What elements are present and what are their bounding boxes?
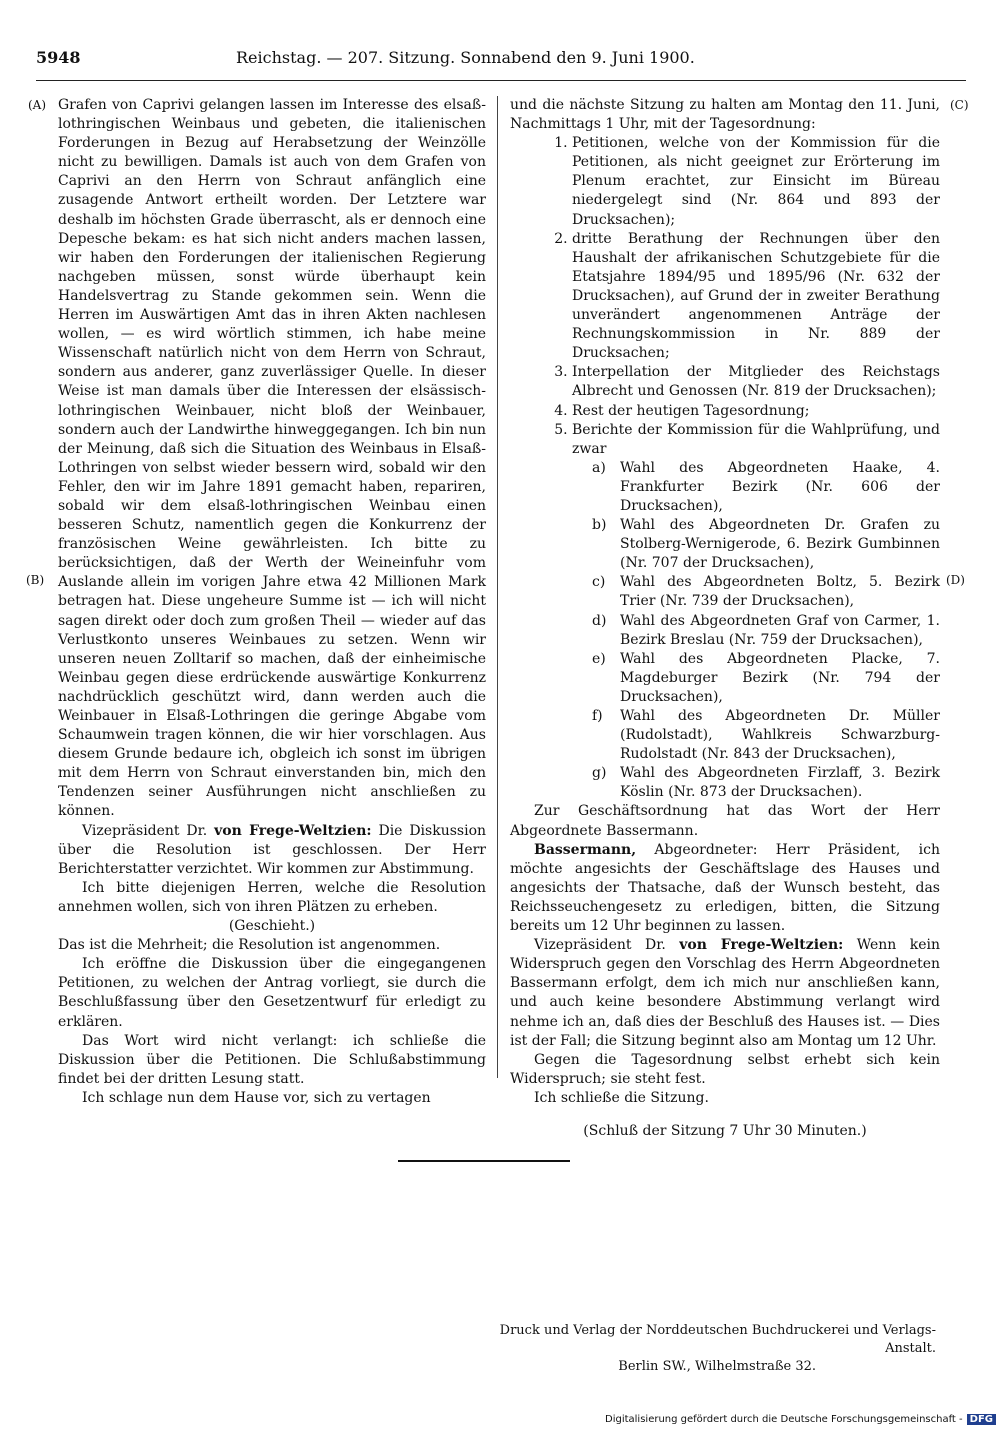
sub-text: Wahl des Abgeordneten Placke, 7. Magdeburger Bezirk (Nr. 794 der Drucksachen), [620,650,940,705]
speaker-title: Vizepräsident Dr. [82,822,208,839]
sub-letter: f) [592,708,603,724]
dfg-text: Digitalisierung gefördert durch die Deutsche Forschungsgemeinschaft - [605,1414,963,1425]
header-rule [36,80,966,81]
sub-text: Wahl des Abgeordneten Firzlaff, 3. Bezirk Köslin (Nr. 873 der Drucksachen). [620,765,940,801]
sub-letter: g) [592,765,607,782]
sub-item [592,516,940,573]
speech-text: Wenn kein Widerspruch gegen den Vorschlag des Herrn Abgeordneten Bassermann erfolgt, dem ich mich nur anschließen kann, und auch keine besondere Abstimmung verlangt wird nehme ich an, daß dies der Beschluß des Hauses ist. — Dies ist der Fall; die Sitzung beginnt also am Montag um 12 Uhr. [510,937,940,1049]
running-title: Reichstag. — 207. Sitzung. Sonnabend den 9. Juni 1900. [236,48,695,67]
column-divider [497,96,498,1078]
speech-text: Abgeordneter: Herr Präsident, ich möchte angesichts der Geschäftslage des Hauses und angesichts der Thatsache, daß der Wunsch besteht, das Reichsseuchengesetz zu erledigen, bitten, die Sitzung bereits um 12 Uhr beginnen zu lassen. [510,841,940,935]
session-end-note: (Schluß der Sitzung 7 Uhr 30 Minuten.) [583,1122,867,1139]
sub-letter: a) [592,459,606,476]
agenda-item: 2. dritte Berathung der Rechnungen über den Haushalt der afrikanischen Schutzgebiete für die Etatsjahre 1894/95 und 1895/96 (Nr. 632 der Drucksachen), auf Grund der in zweiter Berathung unverändert angenommenen Anträge der Rechnungskommission in Nr. 889 der Drucksachen; [572,230,940,364]
sub-letter: b) [592,517,607,534]
right-column [510,96,940,1141]
margin-label-c: (C) [950,98,969,112]
stage-direction: (Geschieht.) [228,918,316,935]
sub-letter: c) [592,574,606,591]
sub-item [592,612,940,650]
sub-text: Wahl des Abgeordneten Boltz, 5. Bezirk Trier (Nr. 739 der Drucksachen), [620,574,940,610]
agenda-item: 3. Interpellation der Mitglieder des Reichstags Albrecht und Genossen (Nr. 819 der Drucksachen); [572,363,940,401]
sub-item [592,764,940,802]
sub-letter: d) [592,612,607,629]
speaker-title: Vizepräsident Dr. [534,937,666,954]
sub-text: Wahl des Abgeordneten Dr. Grafen zu Stolberg-Wernigerode, 6. Bezirk Gumbinnen (Nr. 707 der Drucksachen), [620,517,940,572]
agenda-item: 4. Rest der heutigen Tagesordnung; [572,402,940,421]
imprint-line: Berlin SW., Wilhelmstraße 32. [618,1359,816,1374]
speaker-name: von Frege-Weltzien: [214,822,372,839]
paragraph [510,936,940,1051]
margin-label-d: (D) [946,573,965,587]
paragraph: Ich schlage nun dem Hause vor, sich zu vertagen [82,1089,431,1106]
dfg-logo-icon: DFG [967,1414,996,1425]
paragraph [510,841,940,936]
sub-item [592,459,940,516]
paragraph: Ich bitte diejenigen Herren, welche die Resolution annehmen wollen, sich von ihren Plätzen zu erheben. [58,879,486,915]
paragraph: Ich schließe die Sitzung. [534,1089,709,1106]
sub-letter: e) [592,650,606,667]
paragraph: Ich eröffne die Diskussion über die eingegangenen Petitionen, zu welchen der Antrag vorliegt, sie durch die Beschlußfassung über den Gesetzentwurf für erledigt zu erklären. [58,956,486,1030]
sub-text: Wahl des Abgeordneten Haake, 4. Frankfurter Bezirk (Nr. 606 der Drucksachen), [620,459,940,514]
paragraph: und die nächste Sitzung zu halten am Montag den 11. Juni, Nachmittags 1 Uhr, mit der Tagesordnung: [510,97,940,133]
margin-label-a: (A) [28,98,47,112]
agenda-item: 1. Petitionen, welche von der Kommission für die Petitionen, als nicht geeignet zur Erörterung im Plenum erachtet, zur Einsicht im Büreau niedergelegt sind (Nr. 864 und 893 der Drucksachen); [572,134,940,229]
sub-item [592,650,940,707]
imprint-line: Druck und Verlag der Norddeutschen Buchdruckerei und Verlags-Anstalt. [499,1323,936,1356]
speech-text: Die Diskussion über die Resolution ist geschlossen. Der Herr Berichterstatter verzichtet. Wir kommen zur Abstimmung. [58,822,487,877]
agenda-item [572,421,940,803]
sub-text: Wahl des Abgeordneten Graf von Carmer, 1. Bezirk Breslau (Nr. 759 der Drucksachen), [620,612,940,648]
speaker-name: von Frege-Weltzien: [679,937,844,954]
paragraph: Das Wort wird nicht verlangt: ich schließe die Diskussion über die Petitionen. Die Schlußabstimmung findet bei der dritten Lesung statt. [58,1032,486,1087]
end-rule [398,1160,570,1162]
imprint [490,1322,936,1376]
page-header [36,48,966,76]
sub-item [592,573,940,611]
election-sublist [572,459,940,803]
agenda-item-text: Berichte der Kommission für die Wahlprüfung, und zwar [572,421,940,457]
margin-label-b: (B) [26,573,45,587]
paragraph: Das ist die Mehrheit; die Resolution ist angenommen. [58,937,441,954]
page-number: 5948 [36,48,81,67]
paragraph: Zur Geschäftsordnung hat das Wort der Herr Abgeordnete Bassermann. [510,803,940,839]
sub-text: Wahl des Abgeordneten Dr. Müller (Rudolstadt), Wahlkreis Schwarzburg-Rudolstadt (Nr. 843 der Drucksachen), [620,708,940,763]
agenda-list [510,134,940,802]
sub-item [592,707,940,764]
paragraph [58,822,486,879]
paragraph: Gegen die Tagesordnung selbst erhebt sich kein Widerspruch; sie steht fest. [510,1051,940,1087]
paragraph: Grafen von Caprivi gelangen lassen im Interesse des elsaß-lothringischen Weinbaus und gebeten, die italienischen Forderungen in Bezug auf Herabsetzung der Weinzölle nicht zu bewilligen. Damals ist auch von dem Grafen von Caprivi an den Herrn von Schraut anfänglich eine zusagende Antwort ertheilt worden. Der Letztere war deshalb im höchsten Grade überrascht, als er dennoch eine Depesche bekam: es hat sich nicht anders machen lassen, wir haben den Forderungen der italienischen Regierung nachgeben müssen, sonst würde überhaupt kein Handelsvertrag zu Stande gekommen sein. Wenn die Herren im Auswärtigen Amt das in ihren Akten nachlesen wollen, — es wird wörtlich stimmen, ich habe meine Wissenschaft natürlich nicht von dem Herrn von Schraut, sondern aus anderer, ganz zuverlässiger Quelle. In dieser Weise ist man damals über die Interessen der elsässisch-lothringischen Weinbauer, nicht bloß der Weinbauer, sondern auch der Landwirthe hinweggegangen. Ich bin nun der Meinung, daß sich die Situation des Weinbaus in Elsaß-Lothringen von selbst wieder bessern wird, sobald wir den Fehler, den wir im Jahre 1891 gemacht haben, repariren, sobald wir dem elsaß-lothringischen Weinbau einen besseren Schutz, namentlich gegen die Konkurrenz der französischen Weine gewährleisten. Ich bitte zu berücksichtigen, daß der Werth der Weineinfuhr vom Auslande allein im vorigen Jahre etwa 42 Millionen Mark betragen hat. Diese ungeheure Summe ist — ich will nicht sagen direkt oder doch zum großen Theil — wieder auf das Verlustkonto unseres Weinbaues zu setzen. Wenn wir unseren neuen Zolltarif so machen, daß der einheimische Weinbau gegen diese erdrückende auswärtige Konkurrenz nachdrücklich geschützt wird, dann werden auch die Weinbauer in Elsaß-Lothringen die geringe Abgabe vom Schaumwein tragen können, die wir hier vorschlagen. Aus diesem Grunde bedaure ich, obgleich ich sonst im übrigen mit dem Herrn von Schraut einverstanden bin, mich den Tendenzen seiner Ausführungen nicht anschließen zu können. [58,97,486,820]
speaker-name: Bassermann, [534,841,637,858]
digitization-footer [605,1414,996,1425]
left-column [58,96,486,1108]
